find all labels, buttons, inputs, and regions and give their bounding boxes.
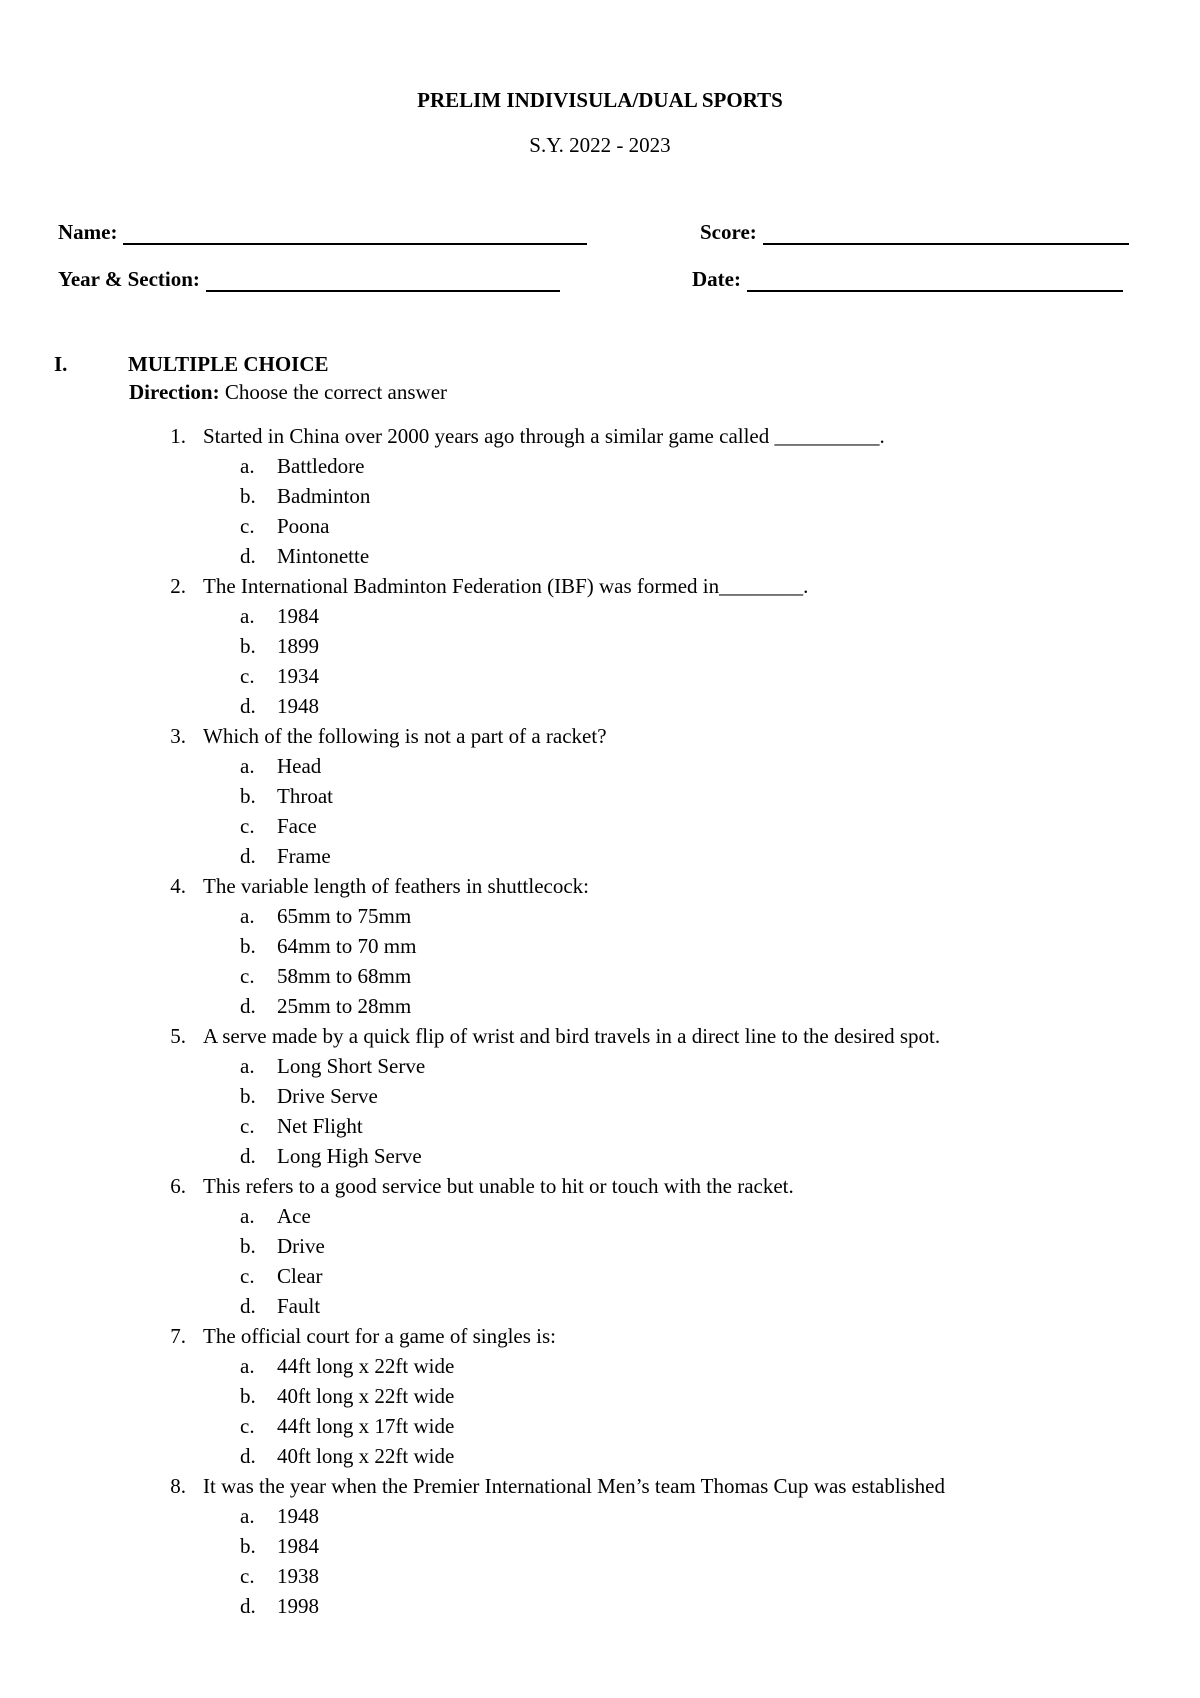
option-letter: b. xyxy=(240,1084,256,1108)
option-letter: a. xyxy=(240,1204,255,1228)
option-letter: a. xyxy=(240,454,255,478)
option-letter: b. xyxy=(240,634,256,658)
answer-option[interactable] xyxy=(0,451,1200,481)
option-letter: c. xyxy=(240,664,255,688)
answer-option[interactable] xyxy=(0,1591,1200,1621)
option-letter: a. xyxy=(240,1504,255,1528)
answer-option[interactable] xyxy=(0,1501,1200,1531)
option-text: Poona xyxy=(277,514,330,538)
answer-option[interactable] xyxy=(0,1561,1200,1591)
option-text: Mintonette xyxy=(277,544,370,568)
option-text: 1948 xyxy=(277,1504,319,1528)
option-letter: d. xyxy=(240,1444,256,1468)
score-label: Score: xyxy=(700,220,757,244)
question-number: 3. xyxy=(170,724,186,748)
option-letter: d. xyxy=(240,694,256,718)
question xyxy=(0,1171,1200,1201)
question-list xyxy=(0,421,1200,1621)
option-letter: c. xyxy=(240,1264,255,1288)
answer-option[interactable] xyxy=(0,631,1200,661)
answer-option[interactable] xyxy=(0,511,1200,541)
option-text: 1948 xyxy=(277,694,319,718)
direction-text: Choose the correct answer xyxy=(224,380,448,404)
year-section-blank[interactable] xyxy=(206,270,560,292)
answer-option[interactable] xyxy=(0,901,1200,931)
option-text: 1984 xyxy=(277,604,319,628)
score-field xyxy=(700,220,1129,245)
answer-option[interactable] xyxy=(0,1411,1200,1441)
answer-option[interactable] xyxy=(0,1381,1200,1411)
option-letter: c. xyxy=(240,1564,255,1588)
answer-option[interactable] xyxy=(0,751,1200,781)
option-letter: a. xyxy=(240,1354,255,1378)
option-letter: c. xyxy=(240,814,255,838)
answer-option[interactable] xyxy=(0,601,1200,631)
question xyxy=(0,1021,1200,1051)
question-number: 4. xyxy=(170,874,186,898)
option-letter: c. xyxy=(240,964,255,988)
option-text: Clear xyxy=(277,1264,323,1288)
option-letter: c. xyxy=(240,514,255,538)
question xyxy=(0,1471,1200,1501)
option-text: 1938 xyxy=(277,1564,319,1588)
question-text: Which of the following is not a part of a racket? xyxy=(203,724,607,748)
option-text: Ace xyxy=(277,1204,311,1228)
answer-option[interactable] xyxy=(0,1351,1200,1381)
section-numeral: I. xyxy=(54,352,68,376)
answer-option[interactable] xyxy=(0,991,1200,1021)
option-letter: d. xyxy=(240,844,256,868)
option-text: 44ft long x 17ft wide xyxy=(277,1414,455,1438)
option-letter: c. xyxy=(240,1414,255,1438)
question-number: 1. xyxy=(170,424,186,448)
option-text: 1998 xyxy=(277,1594,319,1618)
name-label: Name: xyxy=(58,220,118,244)
option-letter: a. xyxy=(240,604,255,628)
answer-option[interactable] xyxy=(0,1441,1200,1471)
answer-option[interactable] xyxy=(0,481,1200,511)
option-text: Battledore xyxy=(277,454,365,478)
date-field xyxy=(692,267,1123,292)
year-section-field xyxy=(58,267,560,292)
answer-option[interactable] xyxy=(0,961,1200,991)
option-text: 1984 xyxy=(277,1534,319,1558)
option-text: 64mm to 70 mm xyxy=(277,934,417,958)
option-text: 40ft long x 22ft wide xyxy=(277,1384,455,1408)
score-blank[interactable] xyxy=(763,223,1129,245)
answer-option[interactable] xyxy=(0,1051,1200,1081)
question-text: Started in China over 2000 years ago through a similar game called __________. xyxy=(203,424,885,448)
question-text: The variable length of feathers in shuttlecock: xyxy=(203,874,590,898)
option-text: 65mm to 75mm xyxy=(277,904,412,928)
answer-option[interactable] xyxy=(0,781,1200,811)
option-letter: b. xyxy=(240,1234,256,1258)
direction-label: Direction: xyxy=(129,380,220,404)
option-text: Long High Serve xyxy=(277,1144,422,1168)
option-text: 1934 xyxy=(277,664,319,688)
question-number: 2. xyxy=(170,574,186,598)
name-blank[interactable] xyxy=(123,223,587,245)
school-year: S.Y. 2022 - 2023 xyxy=(529,133,671,157)
answer-option[interactable] xyxy=(0,1201,1200,1231)
answer-option[interactable] xyxy=(0,1531,1200,1561)
option-text: 58mm to 68mm xyxy=(277,964,412,988)
option-text: 25mm to 28mm xyxy=(277,994,412,1018)
option-text: Throat xyxy=(277,784,333,808)
option-letter: b. xyxy=(240,934,256,958)
option-text: Head xyxy=(277,754,322,778)
date-blank[interactable] xyxy=(747,270,1123,292)
question-number: 8. xyxy=(170,1474,186,1498)
answer-option[interactable] xyxy=(0,1231,1200,1261)
question-text: A serve made by a quick flip of wrist and bird travels in a direct line to the desired spot. xyxy=(203,1024,941,1048)
answer-option[interactable] xyxy=(0,661,1200,691)
answer-option[interactable] xyxy=(0,691,1200,721)
option-text: 1899 xyxy=(277,634,319,658)
option-letter: b. xyxy=(240,1384,256,1408)
question-text: The International Badminton Federation (IBF) was formed in________. xyxy=(203,574,809,598)
direction xyxy=(129,380,447,405)
answer-option[interactable] xyxy=(0,1081,1200,1111)
section-heading xyxy=(54,352,329,377)
question-text: This refers to a good service but unable to hit or touch with the racket. xyxy=(203,1174,794,1198)
question xyxy=(0,721,1200,751)
answer-option[interactable] xyxy=(0,1111,1200,1141)
option-letter: d. xyxy=(240,1294,256,1318)
option-letter: c. xyxy=(240,1114,255,1138)
option-text: 44ft long x 22ft wide xyxy=(277,1354,455,1378)
answer-option[interactable] xyxy=(0,1291,1200,1321)
year-section-label: Year & Section: xyxy=(58,267,200,291)
answer-option[interactable] xyxy=(0,811,1200,841)
option-text: Long Short Serve xyxy=(277,1054,426,1078)
answer-option[interactable] xyxy=(0,931,1200,961)
option-text: Face xyxy=(277,814,317,838)
date-label: Date: xyxy=(692,267,741,291)
option-letter: b. xyxy=(240,484,256,508)
option-letter: a. xyxy=(240,1054,255,1078)
option-letter: b. xyxy=(240,1534,256,1558)
option-text: 40ft long x 22ft wide xyxy=(277,1444,455,1468)
option-text: Frame xyxy=(277,844,331,868)
answer-option[interactable] xyxy=(0,841,1200,871)
option-text: Drive Serve xyxy=(277,1084,378,1108)
option-text: Net Flight xyxy=(277,1114,363,1138)
name-field xyxy=(58,220,587,245)
question-number: 6. xyxy=(170,1174,186,1198)
option-text: Badminton xyxy=(277,484,371,508)
question xyxy=(0,571,1200,601)
question-number: 5. xyxy=(170,1024,186,1048)
option-letter: d. xyxy=(240,994,256,1018)
exam-title: PRELIM INDIVISULA/DUAL SPORTS xyxy=(417,88,783,112)
question xyxy=(0,871,1200,901)
question xyxy=(0,421,1200,451)
option-text: Fault xyxy=(277,1294,321,1318)
question-text: It was the year when the Premier International Men’s team Thomas Cup was established xyxy=(203,1474,945,1498)
option-text: Drive xyxy=(277,1234,325,1258)
question-number: 7. xyxy=(170,1324,186,1348)
option-letter: d. xyxy=(240,1144,256,1168)
answer-option[interactable] xyxy=(0,541,1200,571)
option-letter: d. xyxy=(240,544,256,568)
option-letter: d. xyxy=(240,1594,256,1618)
question xyxy=(0,1321,1200,1351)
option-letter: b. xyxy=(240,784,256,808)
section-title: MULTIPLE CHOICE xyxy=(128,352,329,376)
question-text: The official court for a game of singles is: xyxy=(203,1324,557,1348)
answer-option[interactable] xyxy=(0,1141,1200,1171)
option-letter: a. xyxy=(240,904,255,928)
option-letter: a. xyxy=(240,754,255,778)
answer-option[interactable] xyxy=(0,1261,1200,1291)
